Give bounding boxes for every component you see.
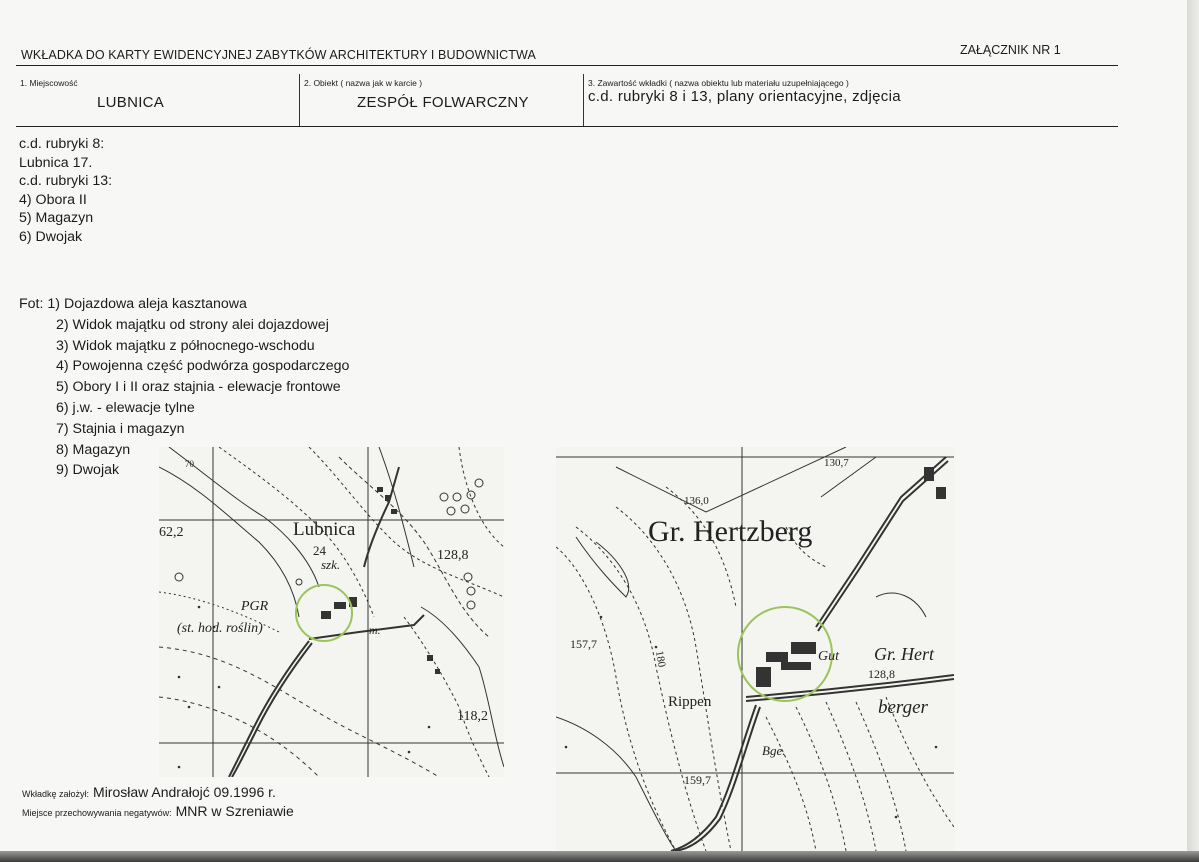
map-contour-label: 180 — [652, 649, 668, 669]
object-value: ZESPÓŁ FOLWARCZNY — [357, 94, 529, 111]
author-label: Wkładkę założył: — [22, 789, 90, 799]
photo-item: 6) j.w. - elewacje tylne — [56, 399, 195, 416]
notes-block — [19, 135, 112, 247]
content-value: c.d. rubryki 8 i 13, plany orientacyjne, zdjęcia — [588, 88, 901, 105]
map-height-label: 128,8 — [437, 548, 469, 563]
storage-value: MNR w Szreniawie — [175, 803, 294, 819]
author-value: Mirosław Andrałojć 09.1996 r. — [93, 784, 276, 800]
object-label: 2. Obiekt ( nazwa jak w karcie ) — [304, 78, 423, 88]
photo-item: 8) Magazyn — [56, 441, 131, 458]
map-height-label: 136,0 — [684, 495, 709, 507]
photo-item: 2) Widok majątku od strony alei dojazdowej — [56, 316, 329, 333]
map-pgr-label: PGR — [241, 599, 269, 614]
photo-item: 3) Widok majątku z północnego-wschodu — [56, 337, 315, 354]
photo-item: 5) Obory I i II oraz stajnia - elewacje frontowe — [56, 379, 341, 396]
photo-item: 4) Powojenna część podwórza gospodarczego — [56, 358, 350, 375]
map-mill-label: m. — [369, 623, 381, 637]
object-cell — [299, 74, 583, 126]
storage-label: Miejsce przechowywania negatywów: — [22, 808, 172, 818]
map-height-label: 157,7 — [570, 637, 597, 651]
scan-edge-right — [1187, 0, 1199, 862]
map-pgr-note: (st. hod. roślin) — [177, 621, 263, 636]
photo-item: 9) Dwojak — [56, 462, 120, 479]
map-height-label: 130,7 — [824, 457, 849, 469]
info-table — [16, 65, 1118, 127]
modern-map-graphic — [159, 447, 504, 777]
map-height-label: 128,8 — [868, 667, 895, 681]
note-line: Lubnica 17. — [19, 154, 93, 171]
historic-map — [556, 447, 954, 851]
note-line: c.d. rubryki 13: — [19, 173, 113, 190]
map-town-label: Lubnica — [293, 519, 356, 540]
map-height-label: 118,2 — [457, 709, 488, 724]
note-line: 5) Magazyn — [19, 210, 94, 227]
annex-label: ZAŁĄCZNIK NR 1 — [960, 43, 1061, 57]
content-cell — [583, 74, 1119, 126]
note-line: 6) Dwojak — [19, 228, 83, 245]
photo-item-text: 1) Dojazdowa aleja kasztanowa — [47, 296, 247, 312]
place-label: 1. Miejscowość — [20, 78, 78, 88]
map-estate-label: Gut — [818, 649, 839, 664]
storage-line — [22, 803, 294, 821]
map-town-label: Gr. Hertzberg — [648, 515, 813, 548]
place-cell — [16, 74, 299, 126]
map-estate-name-2: berger — [878, 697, 928, 718]
map-height-label: 70 — [185, 459, 194, 469]
scan-edge-bottom — [0, 851, 1199, 862]
photo-item — [19, 294, 349, 315]
map-number-label: 24 — [313, 543, 326, 558]
note-line: c.d. rubryki 8: — [19, 136, 105, 152]
content-label: 3. Zawartość wkładki ( nazwa obiektu lub materiału uzupełniającego ) — [588, 78, 849, 88]
modern-map — [159, 447, 504, 777]
map-estate-name: Gr. Hert — [874, 644, 935, 664]
map-height-label: 159,7 — [684, 773, 711, 787]
map-height-label: 62,2 — [159, 525, 184, 540]
place-value: LUBNICA — [97, 94, 165, 111]
author-line — [22, 784, 276, 802]
photo-item: 7) Stajnia i magazyn — [56, 420, 185, 437]
map-school-label: szk. — [321, 557, 341, 572]
map-field-label: Rippen — [668, 694, 712, 710]
note-line: 4) Obora II — [19, 191, 87, 208]
photo-prefix: Fot: — [19, 296, 44, 312]
document-title: WKŁADKA DO KARTY EWIDENCYJNEJ ZABYTKÓW ARCHITEKTURY I BUDOWNICTWA — [21, 48, 536, 62]
map-hill-label: Bge. — [762, 743, 786, 758]
